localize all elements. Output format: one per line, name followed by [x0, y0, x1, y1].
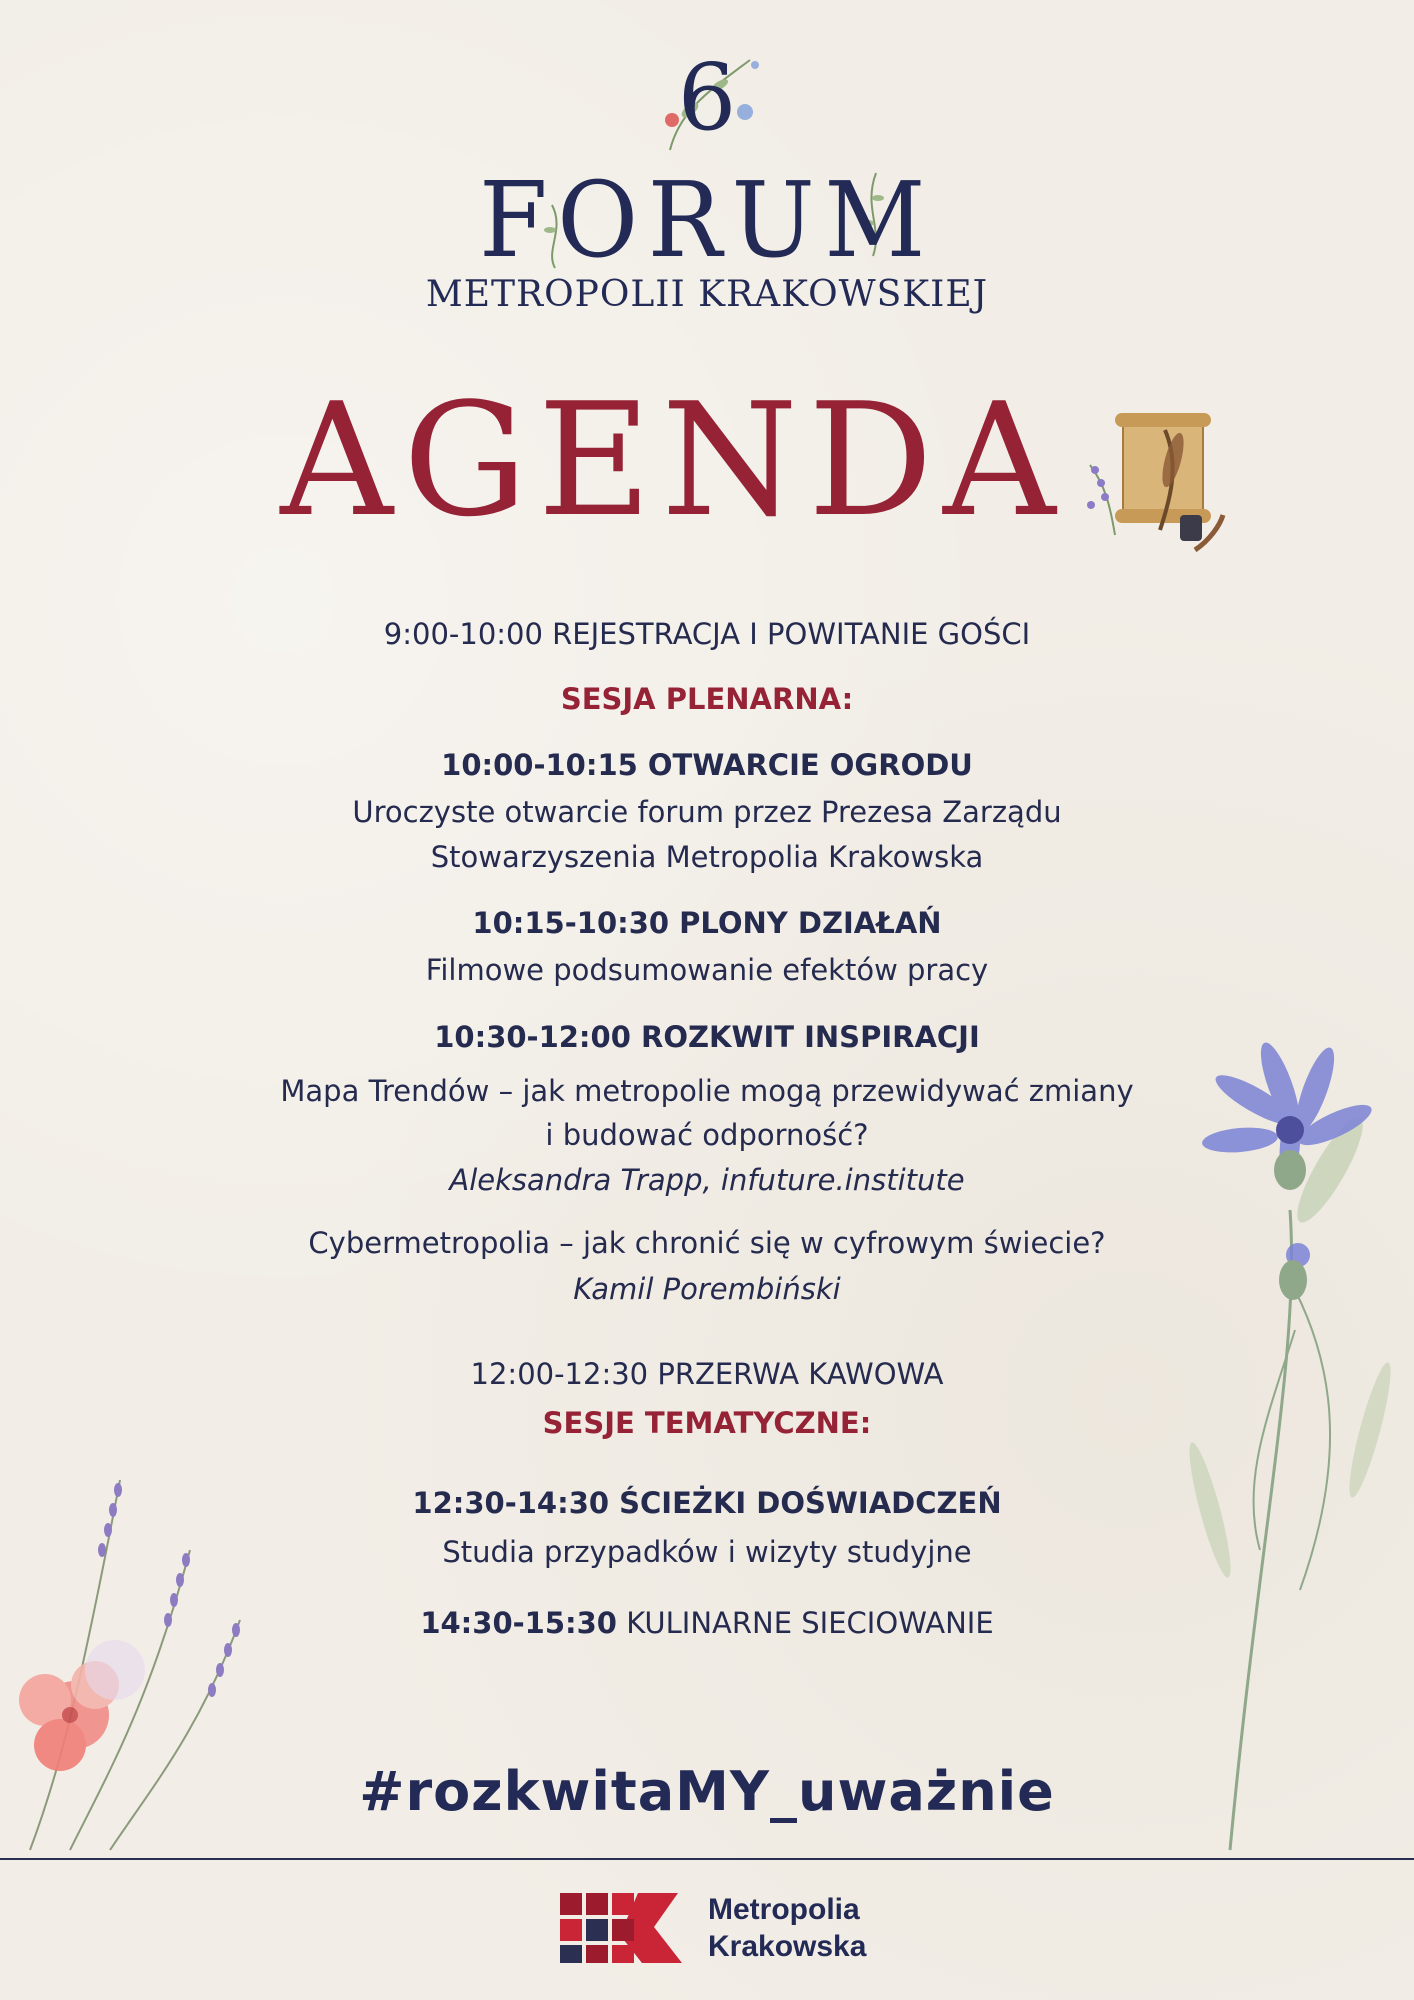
item3-talk1-line2: i budować odporność? — [545, 1118, 869, 1152]
agenda-title: AGENDA — [280, 369, 1066, 551]
metropolia-logo-icon — [560, 1885, 690, 1965]
footer-divider — [0, 1858, 1414, 1860]
thematic-sessions-heading: SESJE TEMATYCZNE: — [542, 1406, 872, 1440]
item4-description: Studia przypadków i wizyty studyjne — [442, 1535, 972, 1569]
item1-title: 10:00-10:15 OTWARCIE OGRODU — [441, 748, 973, 782]
item3-talk2: Cybermetropolia – jak chronić się w cyfrowym świecie? — [308, 1226, 1106, 1260]
item2-description: Filmowe podsumowanie efektów pracy — [425, 953, 989, 987]
cornflower-icon — [1150, 1030, 1410, 1860]
scroll-quill-icon — [1085, 405, 1225, 555]
item4-title: 12:30-14:30 ŚCIEŻKI DOŚWIADCZEŃ — [412, 1486, 1002, 1520]
forum-title: FORUM — [479, 159, 935, 281]
logo-line2: Krakowska — [708, 1930, 867, 1963]
plenary-session-heading: SESJA PLENARNA: — [560, 682, 854, 716]
logo-line1: Metropolia — [708, 1893, 860, 1926]
item3-talk2-speaker: Kamil Porembiński — [573, 1272, 841, 1306]
coffee-break-line: 12:00-12:30 PRZERWA KAWOWA — [470, 1357, 944, 1391]
edition-number: 6 — [677, 44, 737, 151]
lavender-flowers-icon — [0, 1470, 280, 1860]
item1-description-line1: Uroczyste otwarcie forum przez Prezesa Zarządu — [352, 795, 1062, 829]
logo-wordmark — [708, 1891, 866, 1965]
hashtag: #rozkwitaMY_uważnie — [359, 1760, 1055, 1823]
item3-talk1-speaker: Aleksandra Trapp, infuture.institute — [449, 1163, 965, 1197]
item5-time: 14:30-15:30 — [420, 1606, 617, 1640]
item1-description-line2: Stowarzyszenia Metropolia Krakowska — [430, 840, 984, 874]
item2-title: 10:15-10:30 PLONY DZIAŁAŃ — [472, 906, 942, 940]
forum-subtitle: METROPOLII KRAKOWSKIEJ — [425, 274, 989, 315]
item3-talk1-line1: Mapa Trendów – jak metropolie mogą przewidywać zmiany — [280, 1074, 1134, 1108]
metropolia-krakowska-logo — [560, 1885, 900, 1975]
registration-line: 9:00-10:00 REJESTRACJA I POWITANIE GOŚCI — [383, 617, 1031, 651]
item3-title: 10:30-12:00 ROZKWIT INSPIRACJI — [434, 1020, 980, 1054]
item5-title: KULINARNE SIECIOWANIE — [626, 1606, 994, 1640]
